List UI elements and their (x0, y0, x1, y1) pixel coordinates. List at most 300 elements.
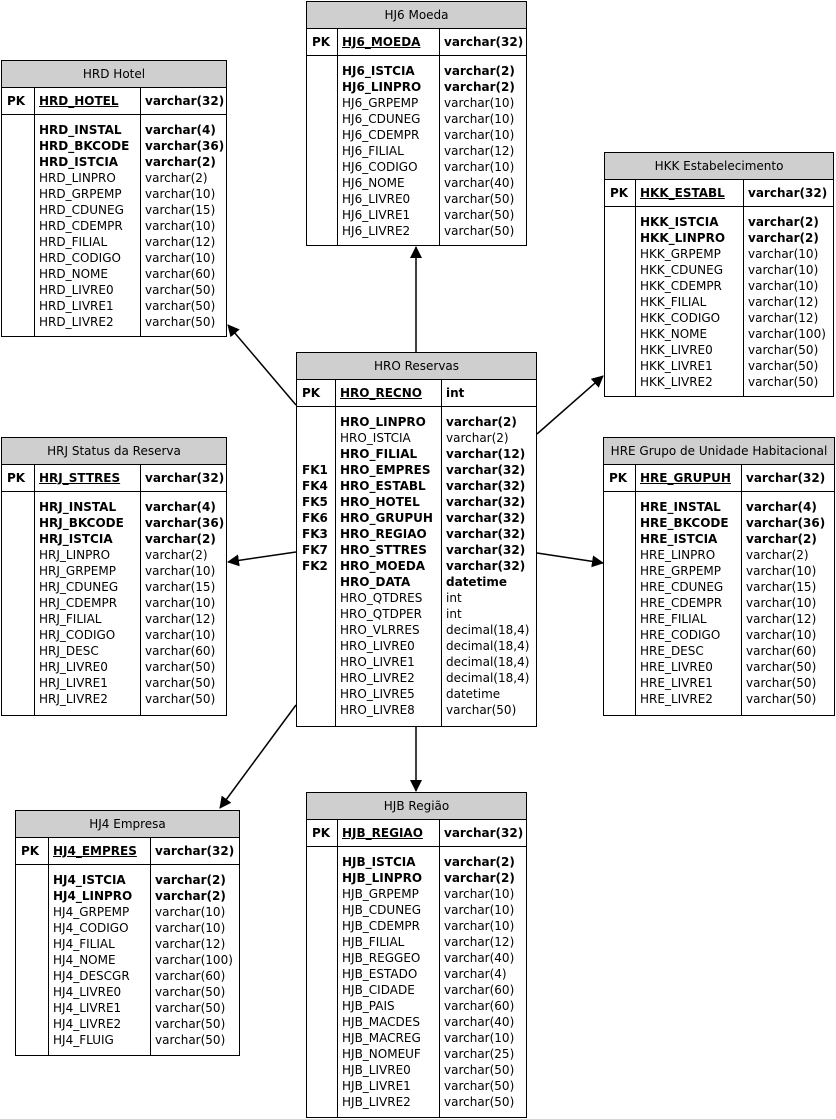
field-name: HRO_LIVRE8 (340, 703, 415, 717)
field-name: HRJ_DESC (39, 644, 99, 658)
field-key (610, 310, 635, 326)
type-column (742, 491, 834, 715)
field-name: HRO_LIVRE2 (340, 671, 415, 685)
field-key (7, 515, 34, 531)
key-column (604, 491, 636, 715)
entity-title: HRE Grupo de Unidade Habitacional (604, 438, 834, 465)
field-key (21, 920, 48, 936)
field-key (302, 670, 335, 686)
field-type: varchar(50) (145, 692, 216, 706)
primary-key-row (16, 838, 239, 865)
field-key (312, 63, 337, 79)
entity-fields (605, 206, 833, 396)
field-key (21, 936, 48, 952)
field-name: HJ6_GRPEMP (342, 96, 419, 110)
field-name: HRJ_INSTAL (39, 500, 117, 514)
field-key (609, 675, 635, 691)
field-name: HRJ_CODIGO (39, 628, 116, 642)
field-type: varchar(60) (145, 267, 216, 281)
field-key (312, 1030, 337, 1046)
field-key (7, 154, 34, 170)
primary-key-row (307, 29, 526, 56)
field-name: HJB_LIVRE0 (342, 1063, 411, 1077)
entity-fields (16, 864, 239, 1055)
pk-type: varchar(32) (444, 826, 524, 840)
pk-type: varchar(32) (155, 844, 235, 858)
field-key (302, 590, 335, 606)
pk-name: HKK_ESTABL (640, 186, 725, 200)
field-type: varchar(60) (444, 999, 515, 1013)
field-type: varchar(12) (145, 235, 216, 249)
connector-to-hre-grupo (537, 553, 603, 563)
field-name: HJ6_LIVRE2 (342, 224, 411, 238)
field-type: varchar(2) (155, 889, 226, 903)
field-name: HJB_PAIS (342, 999, 395, 1013)
field-key (7, 298, 34, 314)
field-name: HKK_LINPRO (640, 231, 726, 245)
field-key (7, 266, 34, 282)
field-key (312, 982, 337, 998)
field-key (312, 934, 337, 950)
entity-hre-grupo-de-unidade-habitacional[interactable] (603, 437, 835, 716)
field-type: varchar(12) (444, 144, 515, 158)
field-name: HRJ_LIVRE1 (39, 676, 108, 690)
entity-hro-reservas[interactable] (296, 352, 537, 727)
field-name: HJ4_DESCGR (53, 969, 130, 983)
field-type: varchar(10) (444, 903, 515, 917)
field-key (610, 278, 635, 294)
field-type: varchar(50) (748, 359, 819, 373)
field-key (609, 515, 635, 531)
field-key (312, 111, 337, 127)
key-column (2, 114, 35, 336)
field-name: HJ4_FLUIG (53, 1033, 114, 1047)
field-key (302, 638, 335, 654)
field-type: varchar(50) (444, 1063, 515, 1077)
pk-name: HJ4_EMPRES (53, 844, 137, 858)
field-key (610, 246, 635, 262)
pk-type: varchar(32) (748, 186, 828, 200)
field-name: HRO_LINPRO (340, 415, 426, 429)
field-type: varchar(2) (444, 80, 515, 94)
field-type: varchar(50) (155, 1033, 226, 1047)
field-type: varchar(15) (746, 580, 817, 594)
entity-fields (297, 406, 536, 726)
name-column (338, 55, 440, 245)
pk-name: HRO_RECNO (340, 386, 422, 400)
pk-type: int (446, 386, 465, 400)
field-type: varchar(50) (444, 224, 515, 238)
field-type: varchar(10) (746, 564, 817, 578)
name-column (35, 491, 141, 715)
field-key (21, 984, 48, 1000)
field-key (7, 531, 34, 547)
field-type: varchar(2) (145, 171, 208, 185)
field-key (312, 870, 337, 886)
pk-name: HJB_REGIAO (342, 826, 423, 840)
field-type: varchar(4) (444, 967, 507, 981)
field-key (7, 499, 34, 515)
field-key (312, 950, 337, 966)
field-key: FK7 (302, 543, 328, 557)
field-type: varchar(10) (746, 628, 817, 642)
field-type: varchar(4) (746, 500, 817, 514)
field-name: HKK_CODIGO (640, 311, 721, 325)
field-type: varchar(10) (444, 128, 515, 142)
entity-hrj-status-da-reserva[interactable] (1, 437, 227, 716)
field-name: HJ4_LIVRE0 (53, 985, 122, 999)
pk-label: PK (604, 465, 636, 491)
entity-fields (2, 114, 226, 336)
field-key (312, 918, 337, 934)
primary-key-row (297, 380, 536, 407)
type-column (442, 406, 536, 726)
field-type: varchar(12) (746, 612, 817, 626)
field-type: varchar(12) (748, 311, 819, 325)
field-type: varchar(10) (444, 1031, 515, 1045)
entity-hj4-empresa[interactable] (15, 810, 240, 1056)
field-key (609, 627, 635, 643)
field-type: varchar(4) (145, 500, 216, 514)
field-key (312, 95, 337, 111)
field-type: varchar(50) (145, 299, 216, 313)
field-key (21, 904, 48, 920)
field-key (302, 414, 335, 430)
field-name: HJB_CDEMPR (342, 919, 420, 933)
field-type: varchar(15) (145, 580, 216, 594)
field-key (7, 659, 34, 675)
field-name: HRE_CODIGO (640, 628, 721, 642)
field-type: varchar(2) (145, 548, 208, 562)
entity-fields (2, 491, 226, 715)
name-column (636, 491, 742, 715)
field-key (302, 686, 335, 702)
field-key (609, 611, 635, 627)
field-name: HRE_LINPRO (640, 548, 716, 562)
field-key (7, 250, 34, 266)
field-name: HJB_LINPRO (342, 871, 423, 885)
field-type: varchar(50) (748, 375, 819, 389)
field-key (312, 1046, 337, 1062)
field-name: HJ4_LIVRE2 (53, 1017, 122, 1031)
field-key: FK2 (302, 559, 328, 573)
field-key (312, 998, 337, 1014)
field-name: HJ6_LINPRO (342, 80, 422, 94)
key-column (297, 406, 336, 726)
field-key (312, 886, 337, 902)
type-column (141, 491, 226, 715)
field-key (609, 531, 635, 547)
field-name: HRD_LIVRE2 (39, 315, 114, 329)
field-name: HRE_FILIAL (640, 612, 707, 626)
field-key (21, 1032, 48, 1048)
field-type: varchar(50) (446, 703, 517, 717)
field-type: varchar(50) (145, 660, 216, 674)
field-key (312, 79, 337, 95)
field-key (609, 691, 635, 707)
field-name: HKK_LIVRE2 (640, 375, 713, 389)
entity-fields (307, 55, 526, 245)
pk-label: PK (307, 820, 338, 846)
field-key: FK6 (302, 511, 328, 525)
field-type: decimal(18,4) (446, 671, 530, 685)
field-type: varchar(50) (155, 985, 226, 999)
field-name: HRO_LIVRE0 (340, 639, 415, 653)
pk-type: varchar(32) (145, 94, 225, 108)
key-column (16, 864, 49, 1055)
field-name: HRO_GRUPUH (340, 511, 433, 525)
field-key (610, 358, 635, 374)
entity-hjb-regiao[interactable] (306, 792, 527, 1118)
field-type: varchar(2) (446, 431, 509, 445)
field-name: HJ6_NOME (342, 176, 405, 190)
pk-label: PK (2, 88, 35, 114)
field-key (7, 218, 34, 234)
field-key (610, 262, 635, 278)
field-type: varchar(36) (145, 516, 225, 530)
pk-name: HRJ_STTRES (39, 471, 121, 485)
field-type: varchar(10) (444, 919, 515, 933)
field-type: varchar(50) (145, 283, 216, 297)
field-name: HRJ_CDUNEG (39, 580, 119, 594)
field-name: HRE_ISTCIA (640, 532, 718, 546)
field-name: HRE_GRPEMP (640, 564, 721, 578)
field-key (302, 446, 335, 462)
field-name: HRO_DATA (340, 575, 411, 589)
field-type: varchar(50) (748, 343, 819, 357)
field-name: HJB_CIDADE (342, 983, 415, 997)
key-column (307, 846, 338, 1117)
field-key (312, 966, 337, 982)
field-type: varchar(50) (444, 1095, 515, 1109)
field-type: varchar(2) (446, 415, 517, 429)
field-type: varchar(50) (155, 1001, 226, 1015)
field-type: varchar(32) (446, 495, 526, 509)
entity-hj6-moeda[interactable] (306, 1, 527, 246)
field-name: HJ6_FILIAL (342, 144, 404, 158)
field-type: varchar(10) (145, 187, 216, 201)
field-type: varchar(50) (746, 660, 817, 674)
field-type: varchar(10) (748, 279, 819, 293)
field-type: varchar(2) (748, 215, 819, 229)
field-type: varchar(10) (444, 96, 515, 110)
field-name: HJB_REGGEO (342, 951, 421, 965)
field-key (7, 282, 34, 298)
primary-key-row (604, 465, 834, 492)
field-key (312, 1094, 337, 1110)
field-key (610, 214, 635, 230)
field-type: varchar(10) (444, 160, 515, 174)
field-key (7, 202, 34, 218)
field-name: HRD_CODIGO (39, 251, 121, 265)
field-name: HRD_LIVRE0 (39, 283, 114, 297)
field-name: HJB_FILIAL (342, 935, 405, 949)
field-type: varchar(10) (145, 564, 216, 578)
field-key (312, 191, 337, 207)
field-key (312, 1078, 337, 1094)
field-key (7, 138, 34, 154)
field-type: varchar(50) (746, 692, 817, 706)
field-type: varchar(4) (145, 123, 216, 137)
pk-type: varchar(32) (145, 471, 225, 485)
field-key (21, 952, 48, 968)
field-key (312, 223, 337, 239)
entity-hkk-estabelecimento[interactable] (604, 152, 834, 397)
field-key (21, 968, 48, 984)
field-key (7, 314, 34, 330)
field-key (610, 374, 635, 390)
field-name: HJ4_LINPRO (53, 889, 133, 903)
primary-key-row (2, 88, 226, 115)
field-type: decimal(18,4) (446, 639, 530, 653)
field-key (312, 902, 337, 918)
field-name: HKK_CDUNEG (640, 263, 724, 277)
field-type: varchar(10) (746, 596, 817, 610)
type-column (151, 864, 239, 1055)
field-key (610, 326, 635, 342)
field-key (302, 606, 335, 622)
field-name: HRE_INSTAL (640, 500, 721, 514)
field-type: varchar(32) (446, 559, 526, 573)
field-key (7, 234, 34, 250)
field-key (7, 691, 34, 707)
pk-label: PK (307, 29, 338, 55)
field-name: HJB_MACREG (342, 1031, 421, 1045)
entity-title: HRO Reservas (297, 353, 536, 380)
field-name: HJ4_CODIGO (53, 921, 129, 935)
field-name: HJB_GRPEMP (342, 887, 419, 901)
field-key (609, 563, 635, 579)
field-type: varchar(10) (145, 219, 216, 233)
field-key (7, 170, 34, 186)
field-name: HRJ_LINPRO (39, 548, 111, 562)
field-type: varchar(12) (145, 612, 216, 626)
primary-key-row (307, 820, 526, 847)
field-type: varchar(32) (446, 543, 526, 557)
field-type: varchar(10) (748, 263, 819, 277)
key-column (307, 55, 338, 245)
field-key (312, 159, 337, 175)
field-name: HRJ_CDEMPR (39, 596, 118, 610)
field-name: HRE_CDEMPR (640, 596, 723, 610)
field-type: varchar(2) (145, 155, 216, 169)
field-name: HKK_FILIAL (640, 295, 707, 309)
field-type: varchar(2) (145, 532, 216, 546)
field-key (21, 872, 48, 888)
field-key (7, 547, 34, 563)
field-key (609, 659, 635, 675)
type-column (141, 114, 226, 336)
pk-label: PK (297, 380, 336, 406)
field-name: HRO_REGIAO (340, 527, 427, 541)
field-type: datetime (446, 575, 508, 589)
field-name: HRD_BKCODE (39, 139, 130, 153)
field-type: varchar(32) (446, 511, 526, 525)
field-key (21, 888, 48, 904)
field-name: HJ4_GRPEMP (53, 905, 130, 919)
field-name: HRD_NOME (39, 267, 108, 281)
field-type: varchar(50) (444, 208, 515, 222)
field-name: HRE_LIVRE2 (640, 692, 713, 706)
field-type: varchar(36) (746, 516, 826, 530)
field-name: HJ6_ISTCIA (342, 64, 415, 78)
entity-fields (307, 846, 526, 1117)
field-key (302, 702, 335, 718)
field-name: HJ4_ISTCIA (53, 873, 126, 887)
connector-to-hj4-empresa (220, 705, 296, 808)
field-type: varchar(32) (446, 527, 526, 541)
field-type: decimal(18,4) (446, 623, 530, 637)
field-key (312, 1062, 337, 1078)
field-key (312, 127, 337, 143)
field-type: int (446, 607, 462, 621)
field-name: HRO_ESTABL (340, 479, 426, 493)
field-key (7, 122, 34, 138)
pk-label: PK (2, 465, 35, 491)
field-type: varchar(10) (145, 596, 216, 610)
field-type: varchar(60) (444, 983, 515, 997)
field-type: varchar(2) (155, 873, 226, 887)
type-column (440, 55, 526, 245)
entity-title: HJB Região (307, 793, 526, 820)
field-name: HRJ_LIVRE0 (39, 660, 108, 674)
field-type: varchar(40) (444, 951, 515, 965)
field-type: varchar(50) (145, 676, 216, 690)
field-name: HKK_GRPEMP (640, 247, 721, 261)
field-type: varchar(100) (155, 953, 233, 967)
field-key (21, 1016, 48, 1032)
entity-hrd-hotel[interactable] (1, 60, 227, 337)
field-type: varchar(10) (748, 247, 819, 261)
field-name: HJ4_FILIAL (53, 937, 115, 951)
field-type: varchar(50) (746, 676, 817, 690)
field-name: HRO_VLRRES (340, 623, 420, 637)
name-column (35, 114, 141, 336)
field-key: FK4 (302, 479, 328, 493)
field-name: HRD_CDEMPR (39, 219, 123, 233)
field-type: decimal(18,4) (446, 655, 530, 669)
field-key (21, 1000, 48, 1016)
field-type: varchar(60) (746, 644, 817, 658)
field-key (7, 627, 34, 643)
field-key (312, 1014, 337, 1030)
field-key (610, 230, 635, 246)
field-name: HRO_QTDRES (340, 591, 423, 605)
entity-title: HKK Estabelecimento (605, 153, 833, 180)
field-key: FK5 (302, 495, 328, 509)
field-name: HJB_CDUNEG (342, 903, 422, 917)
field-name: HJ6_LIVRE1 (342, 208, 411, 222)
field-type: varchar(10) (155, 905, 226, 919)
field-key: FK3 (302, 527, 328, 541)
field-key (302, 654, 335, 670)
field-type: varchar(100) (748, 327, 826, 341)
field-key (610, 294, 635, 310)
field-type: varchar(2) (444, 855, 515, 869)
name-column (336, 406, 442, 726)
pk-label: PK (605, 180, 636, 206)
field-key (7, 643, 34, 659)
field-key (302, 622, 335, 638)
field-type: varchar(60) (155, 969, 226, 983)
field-type: varchar(50) (444, 1079, 515, 1093)
field-key (609, 547, 635, 563)
field-type: varchar(2) (444, 64, 515, 78)
field-name: HKK_LIVRE0 (640, 343, 713, 357)
field-key (7, 579, 34, 595)
field-type: varchar(50) (444, 192, 515, 206)
field-name: HJB_ISTCIA (342, 855, 416, 869)
